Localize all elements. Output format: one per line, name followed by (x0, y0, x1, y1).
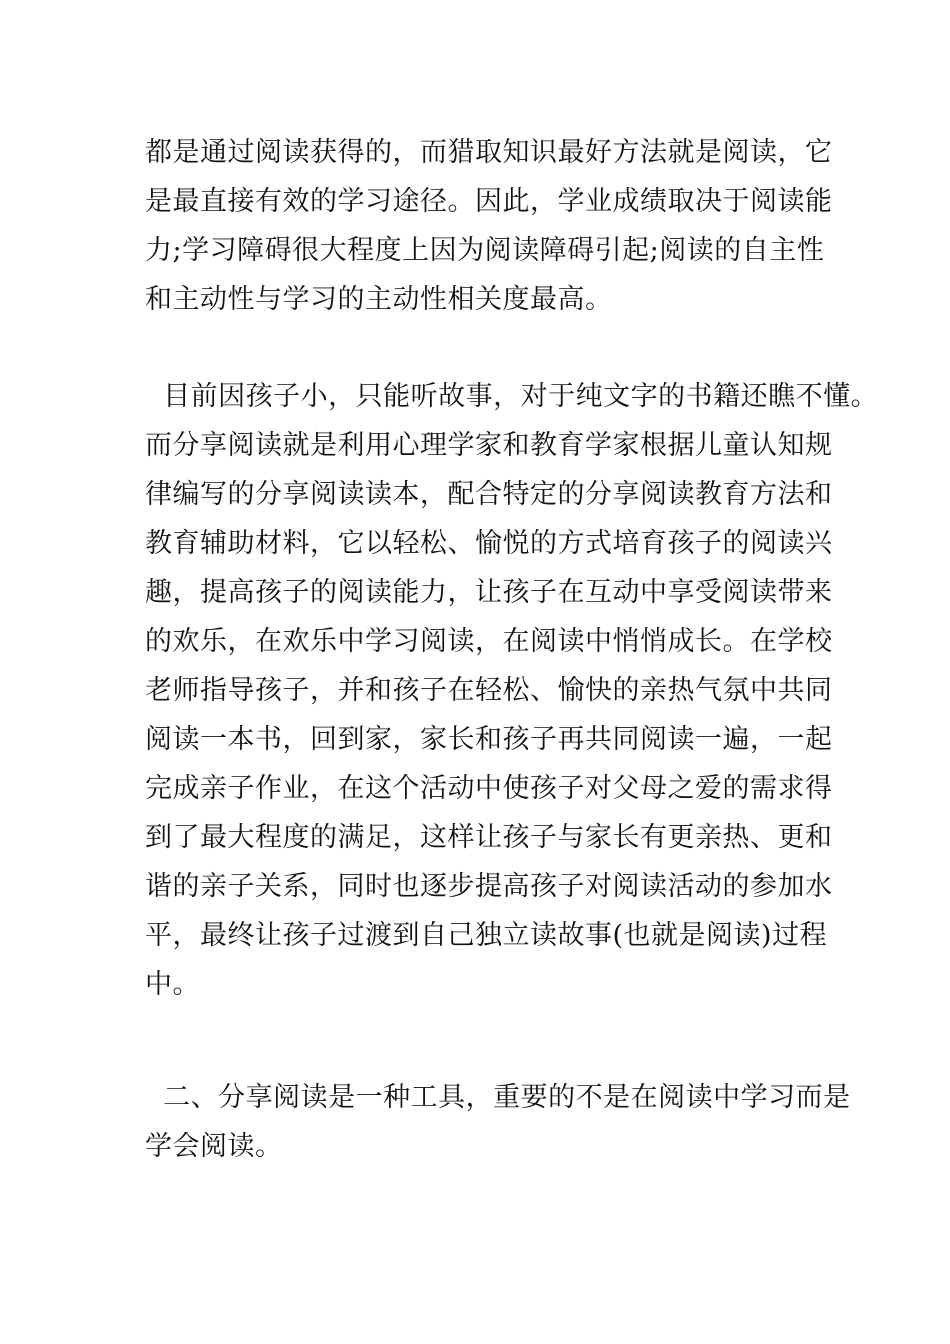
text-line: 的欢乐，在欢乐中学习阅读，在阅读中悄悄成长。在学校 (145, 626, 833, 657)
text-line: 老师指导孩子，并和孩子在轻松、愉快的亲热气氛中共同 (145, 675, 833, 706)
text-line: 都是通过阅读获得的，而猎取知识最好方法就是阅读，它 (145, 137, 833, 168)
text-line: 学会阅读。 (145, 1131, 283, 1162)
text-line: 完成亲子作业，在这个活动中使孩子对父母之爱的需求得 (145, 773, 833, 804)
text-line: 中。 (145, 969, 200, 1000)
text-line: 阅读一本书，回到家，家长和孩子再共同阅读一遍，一起 (145, 724, 833, 755)
text-line: 和主动性与学习的主动性相关度最高。 (145, 284, 613, 315)
text-line: 谐的亲子关系，同时也逐步提高孩子对阅读活动的参加水 (145, 871, 833, 902)
section-heading-line: 二、分享阅读是一种工具，重要的不是在阅读中学习而是 (145, 1082, 851, 1113)
text-line: 平，最终让孩子过渡到自己独立读故事(也就是阅读)过程 (145, 920, 828, 951)
text-line: 趣，提高孩子的阅读能力，让孩子在互动中享受阅读带来 (145, 577, 833, 608)
paragraph-section-two (145, 1073, 851, 1171)
paragraph-reading-importance (145, 128, 833, 324)
paragraph-shared-reading (145, 372, 879, 1009)
text-line: 目前因孩子小，只能听故事，对于纯文字的书籍还瞧不懂。 (145, 381, 879, 412)
text-line: 到了最大程度的满足，这样让孩子与家长有更亲热、更和 (145, 822, 833, 853)
text-line: 律编写的分享阅读读本，配合特定的分享阅读教育方法和 (145, 479, 833, 510)
text-line: 而分享阅读就是利用心理学家和教育学家根据儿童认知规 (145, 430, 833, 461)
text-line: 教育辅助材料，它以轻松、愉悦的方式培育孩子的阅读兴 (145, 528, 833, 559)
text-line: 是最直接有效的学习途径。因此，学业成绩取决于阅读能 (145, 186, 833, 217)
text-line: 力;学习障碍很大程度上因为阅读障碍引起;阅读的自主性 (145, 235, 825, 266)
